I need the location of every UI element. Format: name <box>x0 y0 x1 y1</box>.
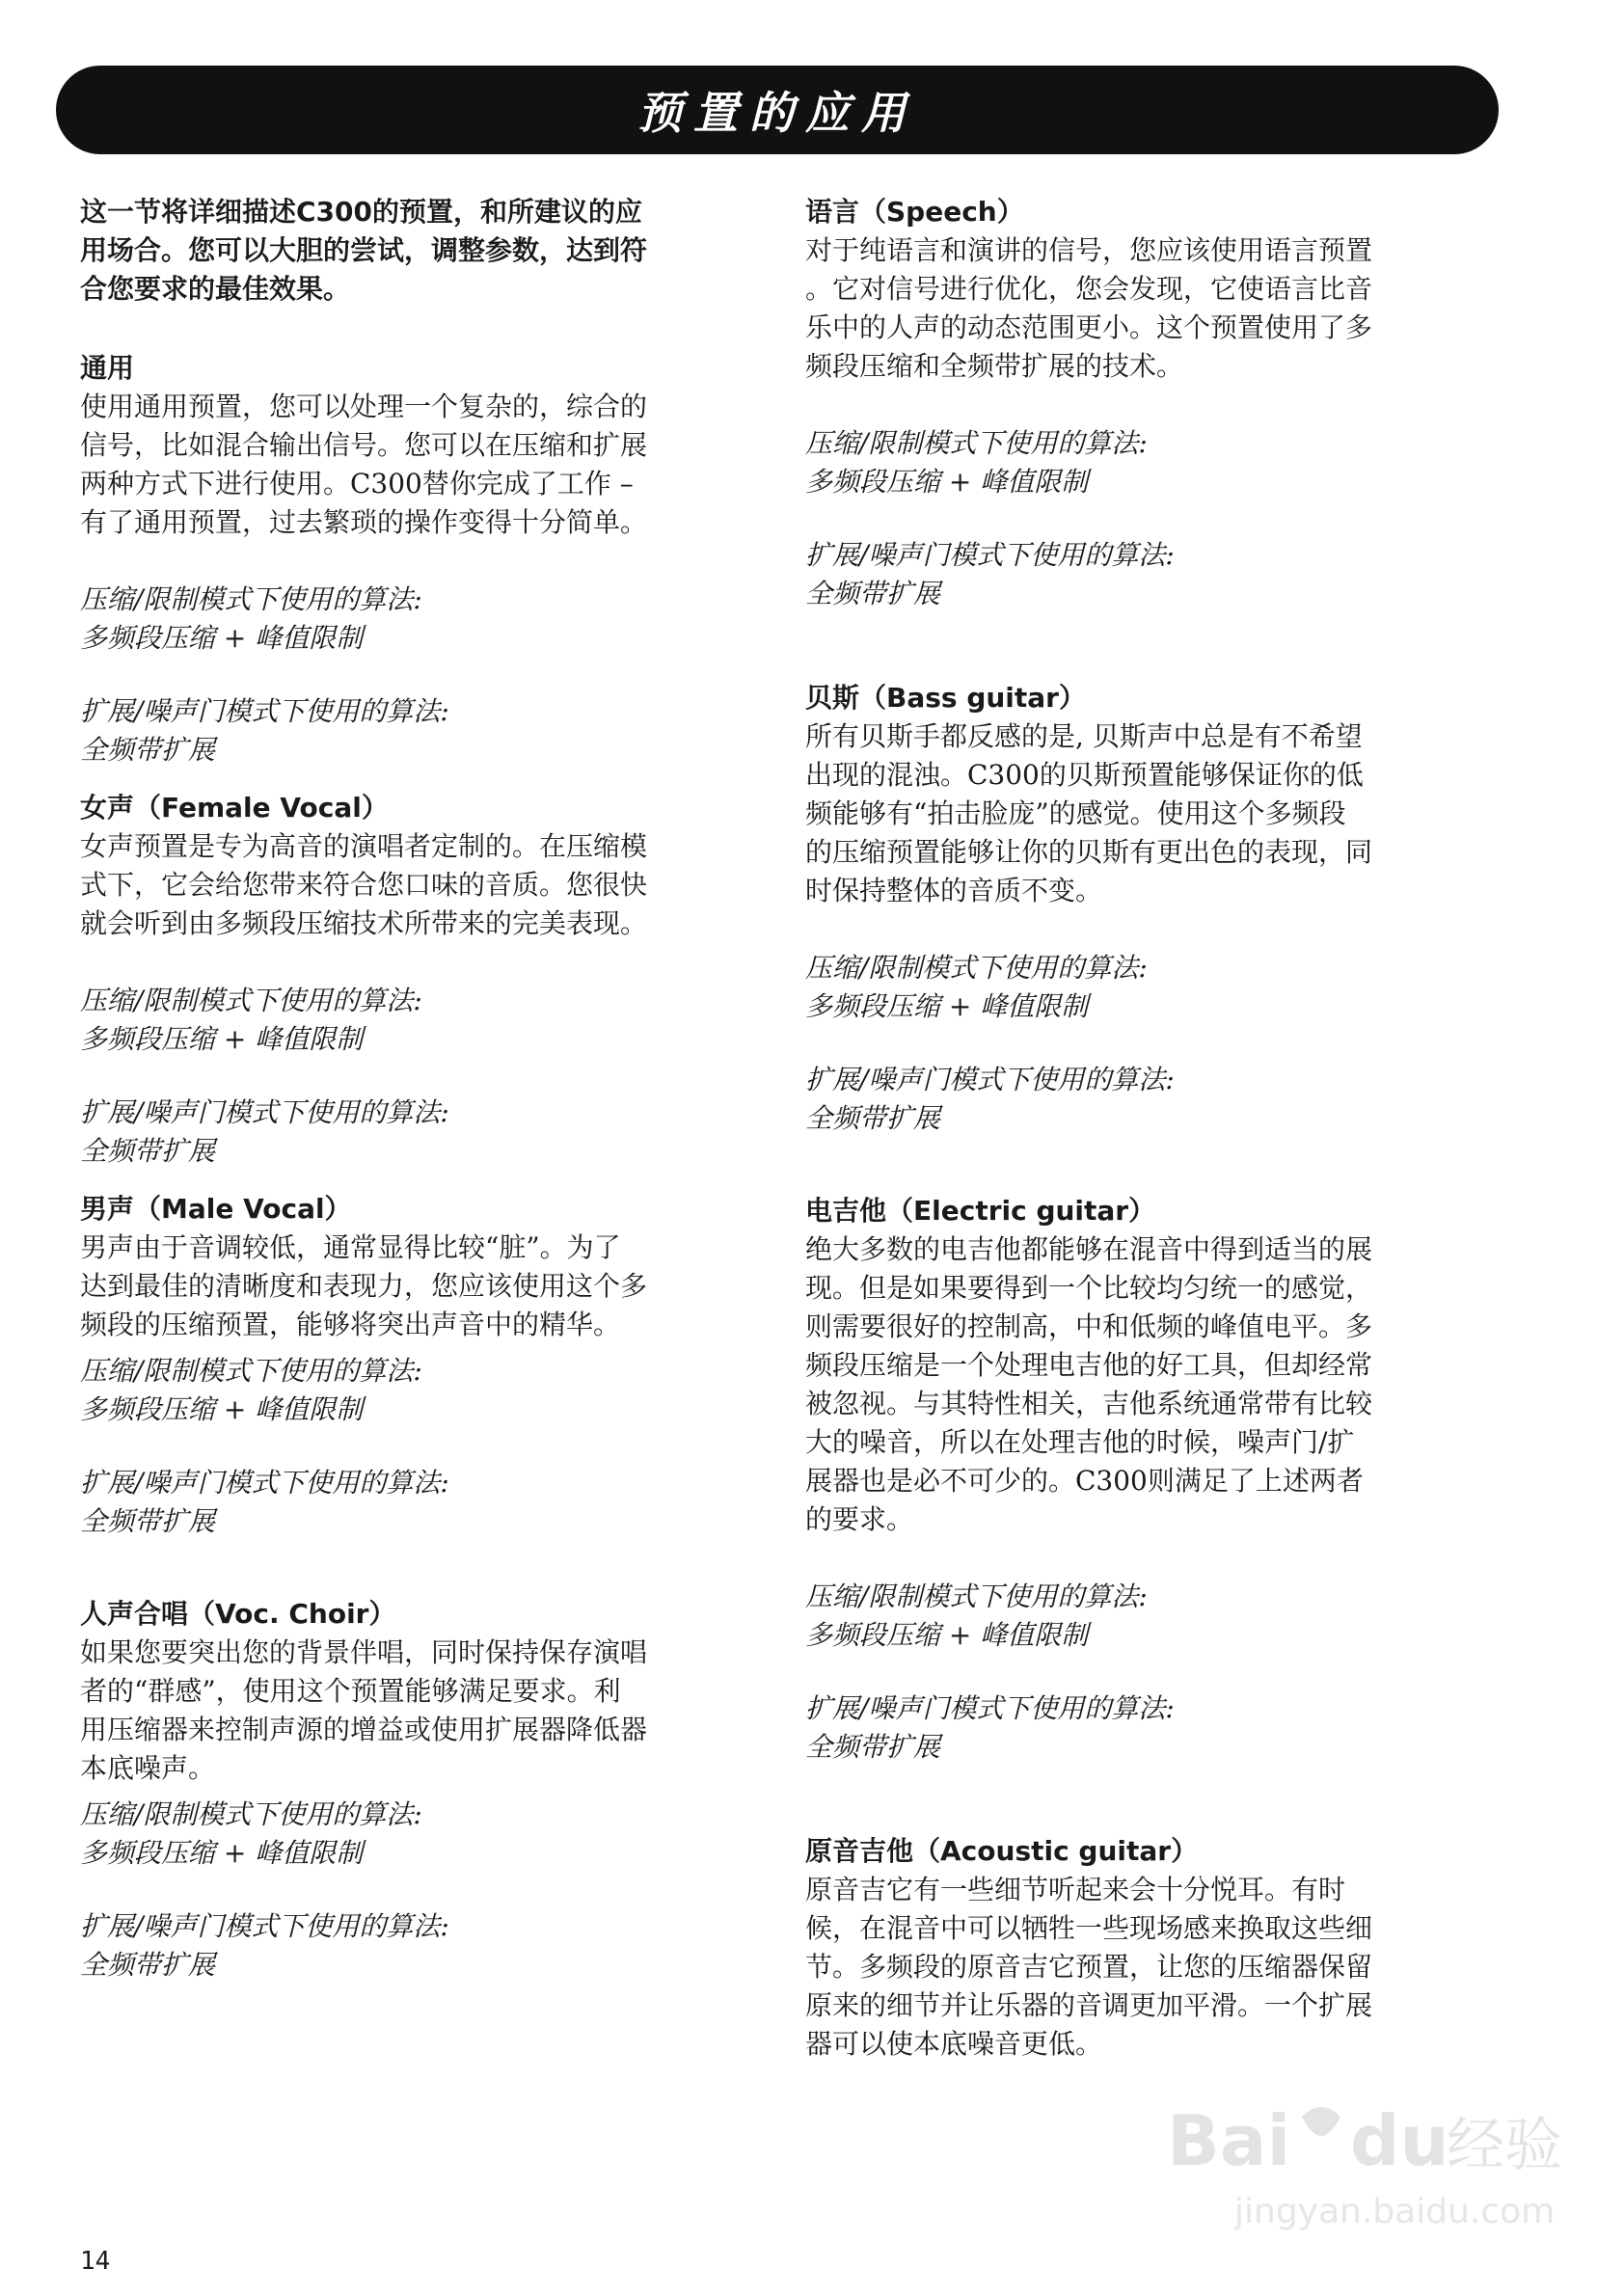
expansion-algorithm-label: 扩展/噪声门模式下使用的算法: <box>80 695 449 727</box>
compression-algorithm-label: 压缩/限制模式下使用的算法: <box>80 1798 422 1830</box>
section-heading: 原音吉他（Acoustic guitar） <box>805 1835 1199 1867</box>
intro-line: 这一节将详细描述C300的预置，和所建议的应 <box>80 196 642 228</box>
body-line: 节。多频段的原音吉它预置，让您的压缩器保留 <box>805 1951 1373 1983</box>
body-line: 。它对信号进行优化，您会发现，它使语言比音 <box>805 273 1373 305</box>
body-line: 现。但是如果要得到一个比较均匀统一的感觉， <box>805 1272 1373 1304</box>
body-line: 原来的细节并让乐器的音调更加平滑。一个扩展 <box>805 1989 1373 2021</box>
page-title: 预置的应用 <box>637 87 917 139</box>
expansion-algorithm-value: 全频带扩展 <box>80 1505 216 1537</box>
svg-text:经验: 经验 <box>1447 2112 1562 2179</box>
expansion-algorithm-value: 全频带扩展 <box>80 1949 216 1981</box>
left-column <box>80 193 755 1985</box>
compression-algorithm-value: 多频段压缩 + 峰值限制 <box>805 1619 1089 1651</box>
body-line: 对于纯语言和演讲的信号，您应该使用语言预置 <box>805 234 1373 266</box>
expansion-algorithm-value: 全频带扩展 <box>80 1135 216 1167</box>
body-line: 器可以使本底噪音更低。 <box>805 2028 1103 2060</box>
expansion-algorithm-label: 扩展/噪声门模式下使用的算法: <box>80 1910 449 1942</box>
compression-algorithm-value: 多频段压缩 + 峰值限制 <box>80 1837 364 1869</box>
compression-algorithm-label: 压缩/限制模式下使用的算法: <box>805 952 1148 984</box>
section-bass-guitar <box>805 679 1480 1138</box>
body-line: 展器也是必不可少的。C300则满足了上述两者 <box>805 1465 1364 1497</box>
section-heading: 电吉他（Electric guitar） <box>805 1195 1156 1227</box>
section-heading: 人声合唱（Voc. Choir） <box>80 1598 396 1630</box>
expansion-algorithm-value: 全频带扩展 <box>805 1102 941 1134</box>
compression-algorithm-value: 多频段压缩 + 峰值限制 <box>80 622 364 654</box>
intro-line: 用场合。您可以大胆的尝试，调整参数，达到符 <box>80 234 648 266</box>
section-acoustic-guitar <box>805 1832 1480 2064</box>
section-electric-guitar <box>805 1192 1480 1767</box>
body-line: 被忽视。与其特性相关，吉他系统通常带有比较 <box>805 1388 1373 1419</box>
body-line: 频能够有“拍击脸庞”的感觉。使用这个多频段 <box>805 797 1346 829</box>
compression-algorithm-label: 压缩/限制模式下使用的算法: <box>80 583 422 615</box>
compression-algorithm-label: 压缩/限制模式下使用的算法: <box>80 985 422 1016</box>
expansion-algorithm-label: 扩展/噪声门模式下使用的算法: <box>80 1096 449 1128</box>
expansion-algorithm-value: 全频带扩展 <box>805 578 941 609</box>
body-line: 频段压缩是一个处理电吉他的好工具，但却经常 <box>805 1349 1373 1381</box>
baidu-jingyan-watermark <box>1157 2088 1572 2242</box>
right-column <box>805 193 1480 2064</box>
body-line: 乐中的人声的动态范围更小。这个预置使用了多 <box>805 311 1373 343</box>
svg-text:jingyan.baidu.com: jingyan.baidu.com <box>1234 2192 1556 2231</box>
compression-algorithm-label: 压缩/限制模式下使用的算法: <box>805 1580 1148 1612</box>
body-line: 的要求。 <box>805 1503 914 1535</box>
body-line: 用压缩器来控制声源的增益或使用扩展器降低器 <box>80 1714 648 1745</box>
body-line: 大的噪音，所以在处理吉他的时候，噪声门/扩 <box>805 1426 1355 1458</box>
expansion-algorithm-label: 扩展/噪声门模式下使用的算法: <box>805 1692 1175 1724</box>
body-line: 原音吉它有一些细节听起来会十分悦耳。有时 <box>805 1874 1346 1905</box>
section-heading: 男声（Male Vocal） <box>80 1193 352 1225</box>
body-line: 绝大多数的电吉他都能够在混音中得到适当的展 <box>805 1233 1373 1265</box>
compression-algorithm-value: 多频段压缩 + 峰值限制 <box>80 1393 364 1425</box>
body-line: 使用通用预置，您可以处理一个复杂的，综合的 <box>80 391 648 422</box>
paw-icon <box>1302 2107 1340 2136</box>
body-line: 有了通用预置，过去繁琐的操作变得十分简单。 <box>80 506 648 538</box>
section-heading: 女声（Female Vocal） <box>80 792 389 824</box>
section-heading: 通用 <box>80 352 135 384</box>
page-number: 14 <box>80 2247 111 2276</box>
expansion-algorithm-label: 扩展/噪声门模式下使用的算法: <box>80 1467 449 1499</box>
expansion-algorithm-label: 扩展/噪声门模式下使用的算法: <box>805 1064 1175 1095</box>
body-line: 者的“群感”，使用这个预置能够满足要求。利 <box>80 1675 621 1707</box>
svg-text:Bai: Bai <box>1167 2100 1291 2181</box>
body-line: 频段压缩和全频带扩展的技术。 <box>805 350 1184 382</box>
body-line: 信号，比如混合输出信号。您可以在压缩和扩展 <box>80 429 648 461</box>
compression-algorithm-label: 压缩/限制模式下使用的算法: <box>80 1355 422 1387</box>
expansion-algorithm-value: 全频带扩展 <box>805 1731 941 1763</box>
body-line: 式下，它会给您带来符合您口味的音质。您很快 <box>80 869 648 901</box>
body-line: 如果您要突出您的背景伴唱，同时保持保存演唱 <box>80 1636 648 1668</box>
section-heading: 贝斯（Bass guitar） <box>805 682 1086 714</box>
body-line: 两种方式下进行使用。C300替你完成了工作 – <box>80 468 634 500</box>
intro-line: 合您要求的最佳效果。 <box>80 273 351 305</box>
compression-algorithm-value: 多频段压缩 + 峰值限制 <box>805 466 1089 498</box>
body-line: 达到最佳的清晰度和表现力，您应该使用这个多 <box>80 1270 648 1302</box>
body-line: 则需要很好的控制高，中和低频的峰值电平。多 <box>805 1310 1373 1342</box>
compression-algorithm-value: 多频段压缩 + 峰值限制 <box>80 1023 364 1055</box>
expansion-algorithm-label: 扩展/噪声门模式下使用的算法: <box>805 539 1175 571</box>
body-line: 男声由于音调较低，通常显得比较“脏”。为了 <box>80 1231 621 1263</box>
body-line: 候，在混音中可以牺牲一些现场感来换取这些细 <box>805 1912 1373 1944</box>
body-line: 频段的压缩预置，能够将突出声音中的精华。 <box>80 1309 621 1340</box>
body-line: 所有贝斯手都反感的是, 贝斯声中总是有不希望 <box>805 720 1363 752</box>
section-general <box>80 349 755 770</box>
body-line: 出现的混浊。C300的贝斯预置能够保证你的低 <box>805 759 1364 791</box>
body-line: 就会听到由多频段压缩技术所带来的完美表现。 <box>80 907 648 939</box>
section-female-vocal <box>80 789 755 1171</box>
body-line: 本底噪声。 <box>80 1752 216 1784</box>
compression-algorithm-value: 多频段压缩 + 峰值限制 <box>805 990 1089 1022</box>
body-line: 女声预置是专为高音的演唱者定制的。在压缩模 <box>80 830 648 862</box>
section-speech <box>805 193 1480 613</box>
expansion-algorithm-value: 全频带扩展 <box>80 734 216 766</box>
section-heading: 语言（Speech） <box>805 196 1024 228</box>
section-title-bar <box>56 66 1499 154</box>
section-voc-choir <box>80 1595 755 1985</box>
body-line: 的压缩预置能够让你的贝斯有更出色的表现，同 <box>805 836 1373 868</box>
body-line: 时保持整体的音质不变。 <box>805 875 1103 906</box>
svg-text:du: du <box>1350 2100 1449 2181</box>
compression-algorithm-label: 压缩/限制模式下使用的算法: <box>805 427 1148 459</box>
section-male-vocal <box>80 1190 755 1541</box>
